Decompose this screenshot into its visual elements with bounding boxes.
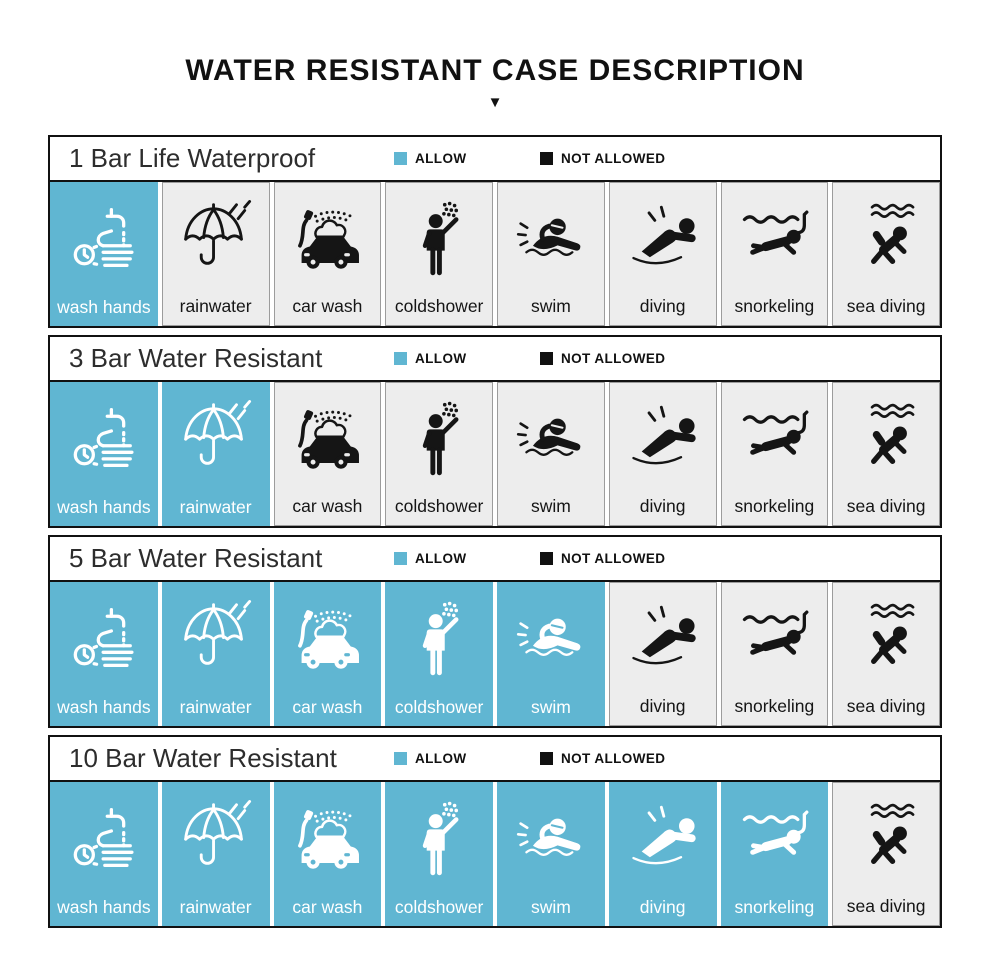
icon-wrap: [497, 782, 605, 897]
cell-label: diving: [639, 496, 686, 516]
cell-snorkeling: [721, 782, 829, 926]
icon-wrap: [50, 782, 158, 897]
snorkeler-icon: [733, 399, 815, 481]
icon-wrap: [833, 383, 939, 496]
legend-not-allowed-label: NOT ALLOWED: [561, 351, 666, 366]
icon-wrap: [610, 183, 716, 296]
icon-wrap: [833, 783, 939, 896]
arrow-down-icon: ▼: [487, 94, 503, 111]
legend-allow-label: ALLOW: [415, 751, 467, 766]
cell-label: coldshower: [394, 496, 484, 516]
snorkeler-icon: [733, 199, 815, 281]
cell-car-wash: [274, 582, 382, 726]
legend-not-allowed: [540, 551, 665, 566]
cell-label: car wash: [292, 697, 363, 717]
cell-label: swim: [530, 897, 571, 917]
cell-wash-hands: [50, 382, 158, 526]
allow-swatch: [394, 152, 407, 165]
icon-wrap: [722, 583, 828, 696]
section-5-bar: [48, 535, 942, 728]
cell-sea-diving: [832, 182, 940, 326]
cell-wash-hands: [50, 782, 158, 926]
swimmer-icon: [510, 799, 592, 881]
scuba-diver-icon: [845, 799, 927, 881]
cell-diving: [609, 382, 717, 526]
cell-label: rainwater: [179, 497, 252, 517]
cell-label: rainwater: [179, 296, 252, 316]
shower-person-icon: [398, 799, 480, 881]
section-1-bar: [48, 135, 942, 328]
icon-wrap: [163, 183, 269, 296]
allow-swatch: [394, 552, 407, 565]
icon-wrap: [610, 583, 716, 696]
icon-wrap: [722, 383, 828, 496]
swimmer-icon: [510, 599, 592, 681]
snorkeler-icon: [733, 599, 815, 681]
cell-wash-hands: [50, 182, 158, 326]
icon-wrap: [50, 582, 158, 697]
cell-diving: [609, 782, 717, 926]
cell-rainwater: [162, 782, 270, 926]
cell-car-wash: [274, 182, 382, 326]
icon-wrap: [610, 383, 716, 496]
page-title: WATER RESISTANT CASE DESCRIPTION: [185, 54, 805, 87]
icon-wrap: [274, 782, 382, 897]
allow-swatch: [394, 752, 407, 765]
snorkeler-icon: [733, 799, 815, 881]
cell-diving: [609, 582, 717, 726]
activity-row: [50, 182, 940, 326]
car-wash-icon: [286, 199, 368, 281]
cell-label: coldshower: [394, 897, 484, 917]
allow-swatch: [394, 352, 407, 365]
wash-hands-icon: [63, 199, 145, 281]
section-title: 3 Bar Water Resistant: [69, 343, 323, 373]
cell-label: wash hands: [57, 897, 151, 917]
cell-label: snorkeling: [734, 897, 815, 917]
legend-not-allowed-label: NOT ALLOWED: [561, 551, 666, 566]
cell-label: swim: [530, 496, 571, 516]
cell-label: wash hands: [57, 297, 151, 317]
activity-row: [50, 582, 940, 726]
cell-swim: [497, 782, 605, 926]
shower-person-icon: [398, 199, 480, 281]
icon-wrap: [162, 582, 270, 697]
legend-allow: [394, 751, 540, 766]
swimmer-icon: [510, 399, 592, 481]
section-title: 5 Bar Water Resistant: [69, 543, 323, 573]
diver-icon: [622, 199, 704, 281]
cell-car-wash: [274, 782, 382, 926]
cell-rainwater: [162, 582, 270, 726]
car-wash-icon: [286, 799, 368, 881]
section-header: [50, 737, 940, 782]
section-title: 1 Bar Life Waterproof: [69, 143, 316, 173]
cell-rainwater: [162, 182, 270, 326]
icon-wrap: [833, 183, 939, 296]
umbrella-rain-icon: [175, 799, 257, 881]
diver-icon: [622, 599, 704, 681]
cell-label: snorkeling: [734, 496, 815, 516]
cell-swim: [497, 582, 605, 726]
icon-wrap: [498, 383, 604, 496]
icon-wrap: [385, 582, 493, 697]
legend-allow-label: ALLOW: [415, 151, 467, 166]
shower-person-icon: [398, 599, 480, 681]
icon-wrap: [386, 383, 492, 496]
scuba-diver-icon: [845, 399, 927, 481]
wash-hands-icon: [63, 799, 145, 881]
cell-label: sea diving: [846, 296, 926, 316]
cell-label: rainwater: [179, 897, 252, 917]
cell-swim: [497, 182, 605, 326]
activity-row: [50, 782, 940, 926]
diver-icon: [622, 799, 704, 881]
cell-swim: [497, 382, 605, 526]
legend-not-allowed-label: NOT ALLOWED: [561, 151, 666, 166]
cell-label: swim: [530, 697, 571, 717]
legend-allow: [394, 351, 540, 366]
cell-label: rainwater: [179, 697, 252, 717]
diver-icon: [622, 399, 704, 481]
not-allowed-swatch: [540, 752, 553, 765]
section-title: 10 Bar Water Resistant: [69, 743, 337, 773]
cell-label: snorkeling: [734, 696, 815, 716]
cell-label: car wash: [292, 496, 363, 516]
swimmer-icon: [510, 199, 592, 281]
section-header: [50, 537, 940, 582]
icon-wrap: [722, 183, 828, 296]
scuba-diver-icon: [845, 199, 927, 281]
legend-allow: [394, 151, 540, 166]
cell-car-wash: [274, 382, 382, 526]
icon-wrap: [833, 583, 939, 696]
umbrella-rain-icon: [175, 399, 257, 481]
umbrella-rain-icon: [175, 199, 257, 281]
car-wash-icon: [286, 599, 368, 681]
legend-allow-label: ALLOW: [415, 351, 467, 366]
cell-snorkeling: [721, 182, 829, 326]
not-allowed-swatch: [540, 552, 553, 565]
car-wash-icon: [286, 399, 368, 481]
wash-hands-icon: [63, 599, 145, 681]
cell-label: car wash: [292, 897, 363, 917]
icon-wrap: [162, 382, 270, 497]
cell-snorkeling: [721, 582, 829, 726]
cell-label: wash hands: [57, 697, 151, 717]
cell-sea-diving: [832, 782, 940, 926]
cell-coldshower: [385, 782, 493, 926]
shower-person-icon: [398, 399, 480, 481]
section-3-bar: [48, 335, 942, 528]
activity-row: [50, 382, 940, 526]
not-allowed-swatch: [540, 152, 553, 165]
cell-label: swim: [530, 296, 571, 316]
wash-hands-icon: [63, 399, 145, 481]
cell-label: diving: [639, 696, 686, 716]
legend-not-allowed: [540, 751, 665, 766]
icon-wrap: [386, 183, 492, 296]
cell-coldshower: [385, 382, 493, 526]
section-header: [50, 337, 940, 382]
legend-not-allowed: [540, 351, 665, 366]
icon-wrap: [50, 382, 158, 497]
icon-wrap: [50, 182, 158, 297]
cell-label: coldshower: [394, 697, 484, 717]
legend-not-allowed-label: NOT ALLOWED: [561, 751, 666, 766]
cell-label: diving: [639, 296, 686, 316]
legend-allow-label: ALLOW: [415, 551, 467, 566]
cell-diving: [609, 182, 717, 326]
cell-label: snorkeling: [734, 296, 815, 316]
cell-coldshower: [385, 182, 493, 326]
section-header: [50, 137, 940, 182]
scuba-diver-icon: [845, 599, 927, 681]
legend-not-allowed: [540, 151, 665, 166]
cell-sea-diving: [832, 382, 940, 526]
icon-wrap: [497, 582, 605, 697]
cell-sea-diving: [832, 582, 940, 726]
icon-wrap: [721, 782, 829, 897]
cell-label: car wash: [292, 296, 363, 316]
not-allowed-swatch: [540, 352, 553, 365]
legend-allow: [394, 551, 540, 566]
icon-wrap: [498, 183, 604, 296]
icon-wrap: [274, 582, 382, 697]
cell-label: wash hands: [57, 497, 151, 517]
cell-label: sea diving: [846, 696, 926, 716]
cell-label: sea diving: [846, 896, 926, 916]
section-10-bar: [48, 735, 942, 928]
water-resistance-board: [48, 135, 942, 928]
umbrella-rain-icon: [175, 599, 257, 681]
cell-snorkeling: [721, 382, 829, 526]
cell-rainwater: [162, 382, 270, 526]
cell-label: coldshower: [394, 296, 484, 316]
icon-wrap: [275, 183, 381, 296]
cell-label: diving: [639, 897, 686, 917]
cell-label: sea diving: [846, 496, 926, 516]
cell-coldshower: [385, 582, 493, 726]
icon-wrap: [162, 782, 270, 897]
icon-wrap: [609, 782, 717, 897]
icon-wrap: [275, 383, 381, 496]
icon-wrap: [385, 782, 493, 897]
cell-wash-hands: [50, 582, 158, 726]
